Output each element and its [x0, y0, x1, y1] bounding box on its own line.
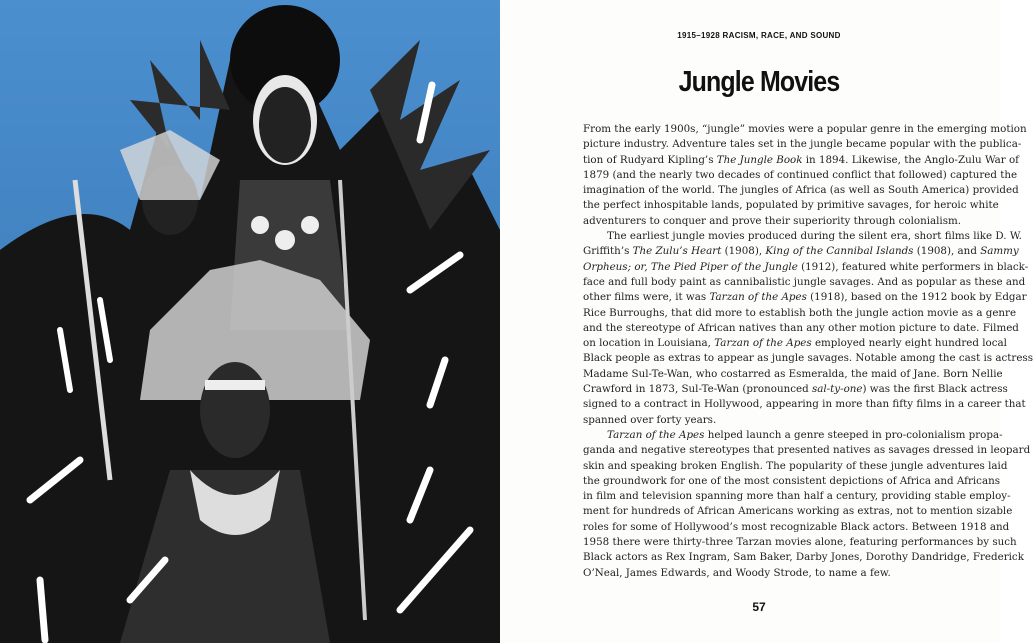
text-segment: ment for hundreds of African Americans working as extras, not to mention sizable	[583, 505, 1013, 518]
text-line	[583, 459, 1008, 474]
text-segment: picture industry. Adventure tales set in the jungle became popular with the publica-	[583, 138, 1022, 151]
text-segment: From the early 1900s, “jungle” movies were a popular genre in the emerging motion	[583, 123, 1027, 135]
illustration-art	[0, 0, 500, 643]
page-title: Jungle Movies	[678, 66, 840, 98]
text-segment: the groundwork for one of the most consistent depictions of Africa and Africans	[583, 474, 1001, 487]
text-line	[583, 306, 1017, 321]
text-segment: imagination of the world. The jungles of Africa (as well as South America) provided	[583, 184, 1019, 197]
text-segment: other films were, it was	[583, 291, 710, 304]
text-segment: ganda and negative stereotypes that presented natives as savages dressed in leopard	[583, 444, 1031, 457]
text-segment: in 1894. Likewise, the Anglo-Zulu War of	[802, 153, 1019, 166]
illustration-jungle-figures	[0, 0, 500, 643]
text-line	[583, 122, 1027, 137]
body-text	[583, 122, 1033, 581]
text-line	[583, 168, 1018, 183]
text-line	[583, 535, 1017, 550]
text-segment: O’Neal, James Edwards, and Woody Strode, to name a few.	[583, 566, 891, 579]
italic-title: The Zulu’s Heart	[632, 245, 722, 258]
text-segment: Black actors as Rex Ingram, Sam Baker, Darby Jones, Dorothy Dandridge, Frederick	[583, 551, 1024, 564]
text-segment: (1908), and	[913, 245, 981, 258]
text-line	[583, 474, 1001, 489]
text-segment: and the stereotype of African natives than any other motion picture to date. Filmed	[583, 321, 1019, 334]
italic-title: King of the Cannibal Islands	[765, 245, 914, 258]
text-line	[583, 290, 1027, 305]
italic-title: sal-ty-one	[811, 383, 863, 396]
italic-title: Tarzan of the Apes	[709, 291, 807, 304]
running-head: 1915–1928 RACISM, RACE, AND SOUND	[677, 31, 841, 40]
text-line	[583, 397, 1026, 412]
text-line	[583, 336, 1007, 351]
text-segment: Rice Burroughs, that did more to establish both the jungle action movie as a genre	[583, 306, 1017, 319]
italic-title: Tarzan of the Apes	[714, 337, 812, 350]
text-segment: (1908),	[721, 245, 766, 258]
text-line	[583, 260, 1029, 275]
text-segment: 1958 there were thirty-three Tarzan movies alone, featuring performances by such	[583, 536, 1017, 549]
text-segment: Crawford in 1873, Sul-Te-Wan (pronounced	[583, 383, 812, 396]
text-line	[583, 275, 1026, 290]
text-line	[583, 229, 1022, 244]
text-segment: the perfect inhospitable lands, populated by primitive savages, for heroic white	[583, 199, 999, 212]
text-line	[583, 520, 1010, 535]
italic-title: Tarzan of the Apes	[607, 428, 705, 441]
italic-title: Sammy	[980, 245, 1019, 258]
text-line	[583, 489, 1011, 504]
text-segment: (1912), featured white performers in black-	[797, 260, 1029, 273]
text-segment: in film and television spanning more than half a century, providing stable employ-	[583, 490, 1011, 503]
text-line	[583, 566, 935, 581]
text-segment: helped launch a genre steeped in pro-colonialism propa-	[704, 428, 1003, 441]
text-line	[583, 321, 1019, 336]
text-line	[583, 504, 1013, 519]
text-segment: signed to a contract in Hollywood, appearing in more than fifty films in a career that	[583, 398, 1026, 411]
text-line	[583, 198, 999, 213]
text-line	[583, 382, 1008, 397]
text-line	[583, 153, 1019, 168]
text-segment: Griffith’s	[583, 245, 633, 258]
italic-title: Orpheus; or, The Pied Piper of the Jungle	[583, 260, 798, 273]
text-segment: Madame Sul-Te-Wan, who costarred as Esmeralda, the maid of Jane. Born Nellie	[583, 367, 1003, 380]
text-line	[583, 137, 1022, 152]
text-segment: 1879 (and the nearly two decades of continued conflict that followed) captured the	[583, 168, 1018, 181]
text-segment: employed nearly eight hundred local	[811, 337, 1007, 350]
text-segment: adventurers to conquer and prove their superiority through colonialism.	[583, 214, 962, 227]
text-segment: skin and speaking broken English. The popularity of these jungle adventures laid	[583, 459, 1008, 472]
text-line	[583, 443, 1031, 458]
text-page	[500, 0, 1033, 643]
text-segment: The earliest jungle movies produced during the silent era, short films like D. W.	[607, 230, 1022, 243]
text-line	[583, 214, 962, 229]
text-line	[583, 367, 1003, 382]
text-line	[583, 351, 1033, 366]
text-segment: face and full body paint as cannibalistic jungle savages. And as popular as these and	[583, 275, 1026, 288]
text-line	[583, 428, 1003, 443]
text-segment: roles for some of Hollywood’s most recognizable Black actors. Between 1918 and	[583, 520, 1010, 533]
text-line	[583, 183, 1019, 198]
italic-title: The Jungle Book	[716, 153, 803, 166]
text-segment: tion of Rudyard Kipling’s	[583, 153, 717, 166]
page-number: 57	[752, 600, 766, 614]
text-segment: (1918), based on the 1912 book by Edgar	[806, 291, 1027, 304]
text-line	[583, 413, 935, 428]
text-segment: Black people as extras to appear as jungle savages. Notable among the cast is actress	[583, 352, 1033, 365]
text-line	[583, 550, 1024, 565]
text-segment: spanned over forty years.	[583, 413, 717, 426]
text-segment: on location in Louisiana,	[583, 337, 715, 350]
text-segment: ) was the first Black actress	[862, 383, 1008, 396]
text-line	[583, 244, 1019, 259]
